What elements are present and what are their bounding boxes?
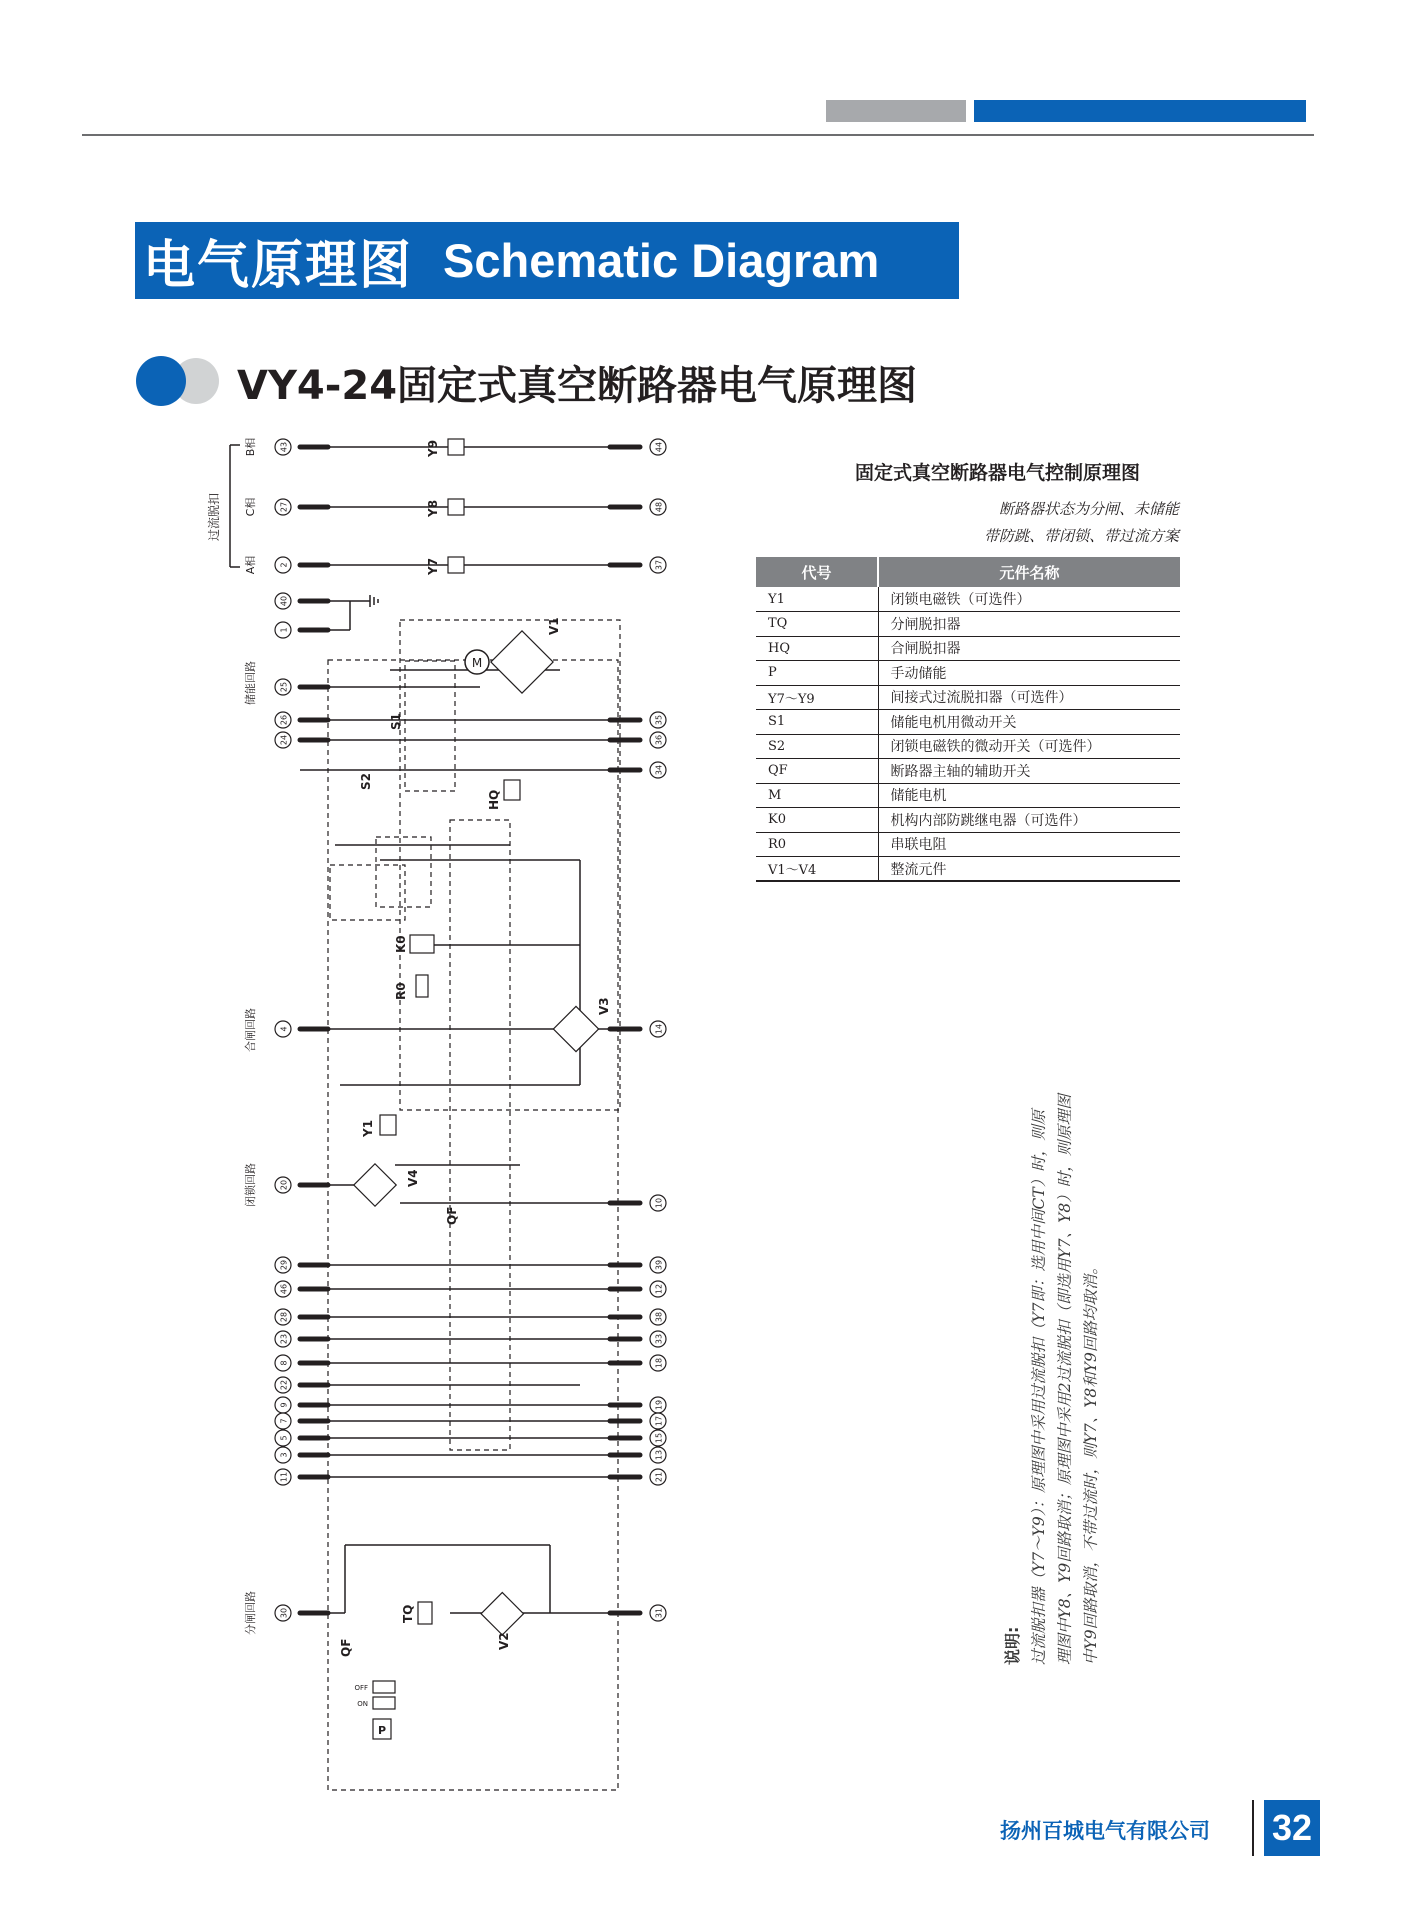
table-row: P 手动储能 — [756, 661, 1180, 686]
label-s1: S1 — [389, 713, 403, 730]
banner-title-en: Schematic Diagram — [443, 234, 880, 287]
column-header-code: 代号 — [756, 557, 878, 587]
subtitle-circles-icon — [136, 356, 226, 406]
table-row: K0 机构内部防跳继电器（可选件） — [756, 808, 1180, 833]
overcurrent-lines — [300, 447, 635, 565]
right-terminal-label: 31 — [654, 1607, 664, 1619]
header-decoration-gray-bar — [826, 100, 966, 122]
left-terminal-label: 2 — [279, 562, 289, 568]
label-off: OFF — [354, 1684, 368, 1692]
label-phase-c: C相 — [244, 497, 257, 517]
label-v3: V3 — [597, 997, 611, 1015]
right-terminal-label: 17 — [654, 1415, 664, 1427]
coil-y1-icon — [380, 1115, 396, 1135]
left-terminal-label: 26 — [279, 714, 289, 726]
label-p: P — [377, 1724, 387, 1737]
table-row: Y1 闭锁电磁铁（可选件） — [756, 587, 1180, 612]
right-terminal-label: 38 — [654, 1311, 664, 1323]
left-terminal-label: 8 — [279, 1360, 289, 1366]
footer-divider — [1252, 1800, 1254, 1856]
left-terminal-label: 25 — [279, 681, 289, 693]
label-y9: Y9 — [426, 439, 440, 457]
footer-company: 扬州百城电气有限公司 — [1000, 1819, 1210, 1843]
table-row: QF 断路器主轴的辅助开关 — [756, 759, 1180, 784]
table-row: M 储能电机 — [756, 783, 1180, 808]
table-row: S2 闭锁电磁铁的微动开关（可选件） — [756, 734, 1180, 759]
left-terminal-label: 11 — [279, 1471, 289, 1483]
resistor-r0-icon — [416, 975, 428, 997]
rectifier-v3-icon — [553, 1006, 598, 1051]
label-closing: 合闸回路 — [244, 1008, 257, 1052]
overcurrent-bracket — [230, 445, 240, 567]
coil-tq-icon — [418, 1602, 432, 1624]
label-hq: HQ — [487, 789, 501, 810]
label-opening: 分闸回路 — [244, 1591, 257, 1635]
left-terminal-label: 5 — [279, 1435, 289, 1441]
label-v4: V4 — [406, 1169, 420, 1187]
label-r0: R0 — [394, 982, 408, 1000]
right-terminal-label: 12 — [654, 1283, 664, 1295]
right-terminal-label: 15 — [654, 1432, 664, 1444]
header-decoration-blue-bar — [974, 100, 1306, 122]
right-terminal-label: 10 — [654, 1197, 664, 1209]
label-y1: Y1 — [361, 1119, 375, 1137]
right-terminal-label: 48 — [654, 501, 664, 513]
label-on: ON — [357, 1700, 368, 1708]
notes-line-3: 中Y9回路取消，不带过流时，则Y7、Y8和Y9回路均取消。 — [1082, 1259, 1100, 1665]
right-terminal-label: 19 — [654, 1399, 664, 1411]
label-k0: K0 — [394, 935, 408, 953]
notes-line-1: 过流脱扣器（Y7～Y9）：原理图中采用过流脱扣（Y7即：选用中间CT）时，则原 — [1030, 1109, 1048, 1665]
label-m: M — [471, 656, 483, 670]
label-storage: 储能回路 — [244, 661, 257, 705]
left-terminal-label: 3 — [279, 1452, 289, 1458]
table-row: R0 串联电阻 — [756, 832, 1180, 857]
left-terminal-label: 4 — [279, 1026, 289, 1032]
rectifier-v2-icon — [481, 1592, 523, 1634]
label-v2: V2 — [497, 1632, 511, 1650]
explanatory-notes — [1000, 985, 1104, 1665]
right-terminal-label: 34 — [654, 764, 664, 776]
table-title: 固定式真空断路器电气控制原理图 — [855, 462, 1141, 484]
right-terminal-label: 44 — [654, 441, 664, 453]
diagram-subtitle: VY4-24固定式真空断路器电气原理图 — [237, 363, 918, 409]
left-terminal-label: 28 — [279, 1311, 289, 1323]
left-terminal-label: 30 — [279, 1607, 289, 1619]
closing-lines — [320, 845, 635, 1085]
right-terminal-label: 13 — [654, 1449, 664, 1461]
table-note-options: 带防跳、带闭锁、带过流方案 — [983, 527, 1179, 545]
column-header-name: 元件名称 — [878, 557, 1180, 587]
label-tq: TQ — [401, 1604, 415, 1623]
dashed-boxes — [328, 620, 620, 1790]
label-v1: V1 — [547, 617, 561, 635]
header-rule — [82, 134, 1314, 136]
left-terminal-label: 7 — [279, 1418, 289, 1424]
table-row: HQ 合闸脱扣器 — [756, 636, 1180, 661]
left-terminal-label: 46 — [279, 1283, 289, 1295]
right-terminal-label: 37 — [654, 559, 664, 571]
label-y7: Y7 — [426, 557, 440, 575]
right-terminal-label: 39 — [654, 1259, 664, 1271]
overcurrent-relays — [448, 439, 464, 573]
label-phase-a: A相 — [244, 555, 257, 575]
label-s2: S2 — [359, 773, 373, 790]
left-terminal-label: 43 — [279, 441, 289, 453]
banner-title-zh: 电气原理图 — [143, 236, 414, 296]
notes-line-2: 理图中Y8、Y9回路取消；原理图中采用2过流脱扣（即选用Y7、Y8）时，则原理图 — [1056, 1094, 1074, 1665]
label-qf-main: QF — [339, 1638, 353, 1657]
right-terminal-label: 18 — [654, 1357, 664, 1369]
left-terminal-label: 23 — [279, 1333, 289, 1345]
rectifier-v1-icon — [491, 631, 553, 693]
table-row: TQ 分闸脱扣器 — [756, 612, 1180, 637]
table-row: Y7～Y9 间接式过流脱扣器（可选件） — [756, 685, 1180, 710]
page-number: 32 — [1264, 1800, 1320, 1856]
left-terminal-label: 1 — [279, 627, 289, 633]
schematic-diagram — [180, 425, 700, 1815]
left-terminal-label: 24 — [279, 734, 289, 746]
right-terminal-label: 35 — [654, 714, 664, 726]
left-terminal-label: 40 — [279, 595, 289, 607]
relay-k0-icon — [410, 935, 434, 953]
right-terminal-label: 21 — [654, 1471, 664, 1483]
left-terminals — [275, 439, 328, 1621]
component-table — [756, 557, 1180, 882]
label-overcurrent: 过流脱扣 — [207, 492, 221, 542]
table-note-state: 断路器状态为分闸、未储能 — [998, 500, 1179, 518]
left-terminal-label: 27 — [279, 501, 289, 513]
label-lock: 闭锁回路 — [244, 1163, 257, 1207]
right-terminal-label: 33 — [654, 1333, 664, 1345]
table-row: V1～V4 整流元件 — [756, 857, 1180, 882]
section-banner — [135, 222, 959, 299]
rectifier-v4-icon — [354, 1164, 396, 1206]
left-terminal-label: 22 — [279, 1379, 289, 1391]
left-terminal-label: 20 — [279, 1179, 289, 1191]
storage-lines — [300, 670, 635, 770]
left-terminal-label: 29 — [279, 1259, 289, 1271]
left-terminal-label: 9 — [279, 1402, 289, 1408]
right-terminal-label: 14 — [654, 1023, 664, 1035]
notes-label: 说明: — [1003, 1626, 1022, 1665]
label-qf: QF — [445, 1206, 459, 1225]
qf-aux-lines — [300, 1265, 635, 1477]
table-row: S1 储能电机用微动开关 — [756, 710, 1180, 735]
label-y8: Y8 — [426, 499, 440, 517]
label-phase-b: B相 — [244, 437, 257, 457]
right-terminal-label: 36 — [654, 734, 664, 746]
coil-hq-icon — [504, 780, 520, 800]
